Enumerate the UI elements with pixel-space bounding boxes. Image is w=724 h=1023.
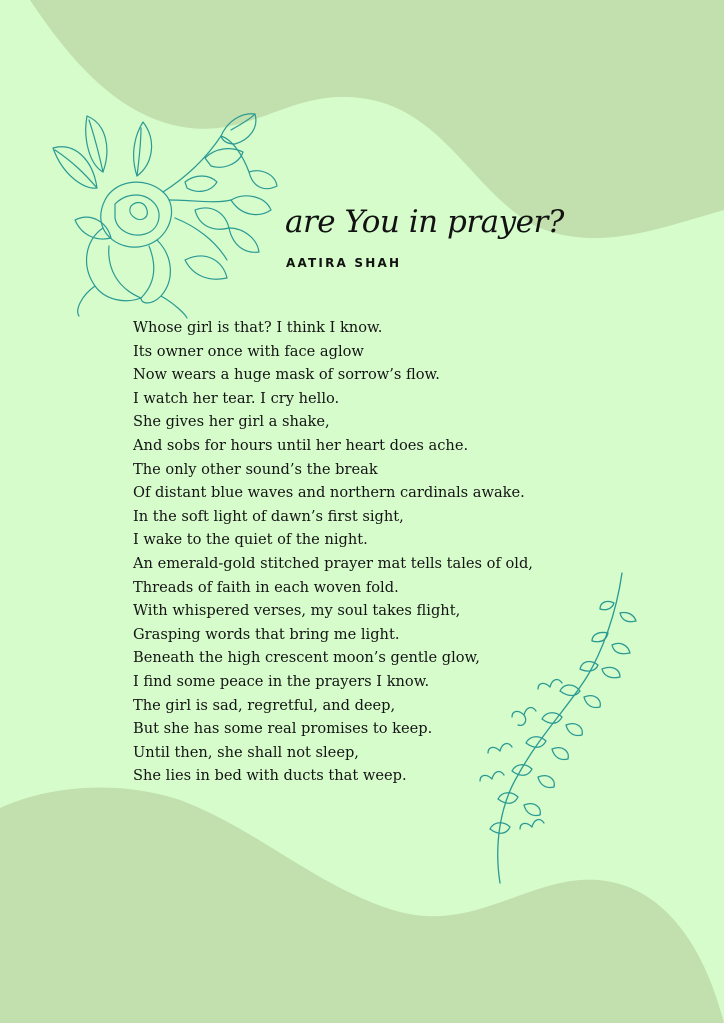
poem-line: I find some peace in the prayers I know. (133, 672, 430, 690)
poem-line: In the soft light of dawn’s first sight, (133, 507, 404, 525)
poem-line: But she has some real promises to keep. (133, 720, 433, 738)
poem-line: And sobs for hours until her heart does ache. (133, 436, 469, 454)
poem-line: She gives her girl a shake, (133, 413, 330, 431)
magnolia-flower-icon (45, 100, 280, 320)
leafy-branch-icon (470, 565, 650, 890)
poem-line: Its owner once with face aglow (133, 342, 364, 360)
poem-line: The only other sound’s the break (133, 460, 378, 478)
poem-line: Whose girl is that? I think I know. (133, 319, 383, 336)
poem-line: With whispered verses, my soul takes flight, (133, 602, 461, 620)
poem-line: Beneath the high crescent moon’s gentle glow, (133, 649, 480, 667)
poem-line: Grasping words that bring me light. (133, 625, 400, 643)
poem-title: are You in prayer? (285, 204, 564, 240)
poem-line: Until then, she shall not sleep, (133, 743, 359, 761)
poem-line: Threads of faith in each woven fold. (133, 578, 399, 596)
poem-line: Of distant blue waves and northern cardinals awake. (133, 484, 525, 502)
poem-author: AATIRA SHAH (286, 256, 402, 270)
poem-line: An emerald-gold stitched prayer mat tells tales of old, (133, 554, 533, 572)
poem-line: Now wears a huge mask of sorrow’s flow. (133, 366, 440, 384)
poem-line: The girl is sad, regretful, and deep, (133, 696, 396, 714)
poem-line: She lies in bed with ducts that weep. (133, 767, 407, 785)
poem-line: I wake to the quiet of the night. (133, 531, 368, 549)
poem-line: I watch her tear. I cry hello. (133, 389, 340, 407)
